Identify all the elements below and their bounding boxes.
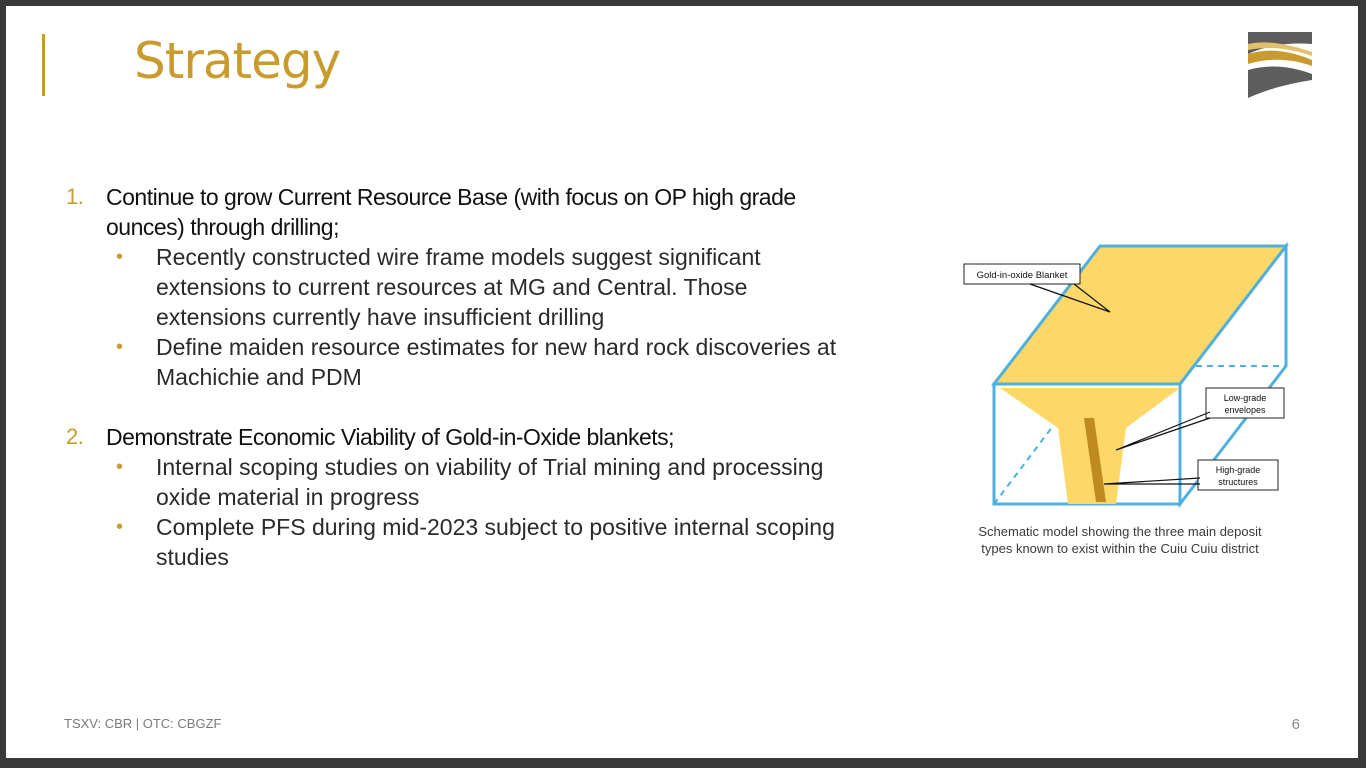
bullet-dot-icon: • — [116, 336, 124, 358]
bullet-line: extensions currently have insufficient drilling — [156, 304, 605, 330]
bullet-line: Complete PFS during mid-2023 subject to positive internal scoping — [156, 514, 835, 540]
bullet-list — [66, 242, 906, 392]
item-number: 2. — [66, 424, 84, 449]
item-number: 1. — [66, 184, 84, 209]
diagram-caption — [954, 523, 1286, 557]
strategy-item-1 — [66, 182, 906, 242]
caption-line: types known to exist within the Cuiu Cuiu district — [981, 541, 1259, 556]
bullet-item — [66, 452, 906, 512]
item-heading-line: Demonstrate Economic Viability of Gold-in-Oxide blankets; — [106, 424, 675, 450]
label-high-line2: structures — [1218, 477, 1258, 487]
company-logo-icon — [1246, 30, 1314, 98]
bullet-item — [66, 242, 906, 332]
item-heading-line: Continue to grow Current Resource Base (with focus on OP high grade — [106, 184, 796, 210]
item-heading-line: ounces) through drilling; — [106, 214, 339, 240]
strategy-item-2 — [66, 422, 906, 452]
page-title: Strategy — [134, 32, 341, 90]
strategy-list — [66, 182, 906, 572]
slide — [6, 6, 1358, 758]
bullet-item — [66, 512, 906, 572]
page-number: 6 — [1291, 716, 1300, 733]
bullet-line: studies — [156, 544, 229, 570]
bullet-line: oxide material in progress — [156, 484, 420, 510]
label-low-line1: Low-grade — [1223, 393, 1267, 403]
title-accent-bar — [42, 34, 45, 96]
deposit-schematic-diagram — [946, 232, 1306, 522]
bullet-list — [66, 452, 906, 572]
bullet-line: Recently constructed wire frame models suggest significant — [156, 244, 761, 270]
caption-line: Schematic model showing the three main deposit — [978, 524, 1262, 539]
label-high-line1: High-grade — [1215, 465, 1261, 475]
bullet-line: Machichie and PDM — [156, 364, 362, 390]
label-low-line2: envelopes — [1224, 405, 1266, 415]
bullet-dot-icon: • — [116, 456, 124, 478]
label-blanket: Gold-in-oxide Blanket — [976, 270, 1068, 281]
bullet-dot-icon: • — [116, 516, 124, 538]
bullet-line: extensions to current resources at MG and Central. Those — [156, 274, 748, 300]
footer-ticker: TSXV: CBR | OTC: CBGZF — [64, 716, 222, 731]
bullet-dot-icon: • — [116, 246, 124, 268]
bullet-line: Define maiden resource estimates for new hard rock discoveries at — [156, 334, 837, 360]
bullet-line: Internal scoping studies on viability of Trial mining and processing — [156, 454, 824, 480]
bullet-item — [66, 332, 906, 392]
